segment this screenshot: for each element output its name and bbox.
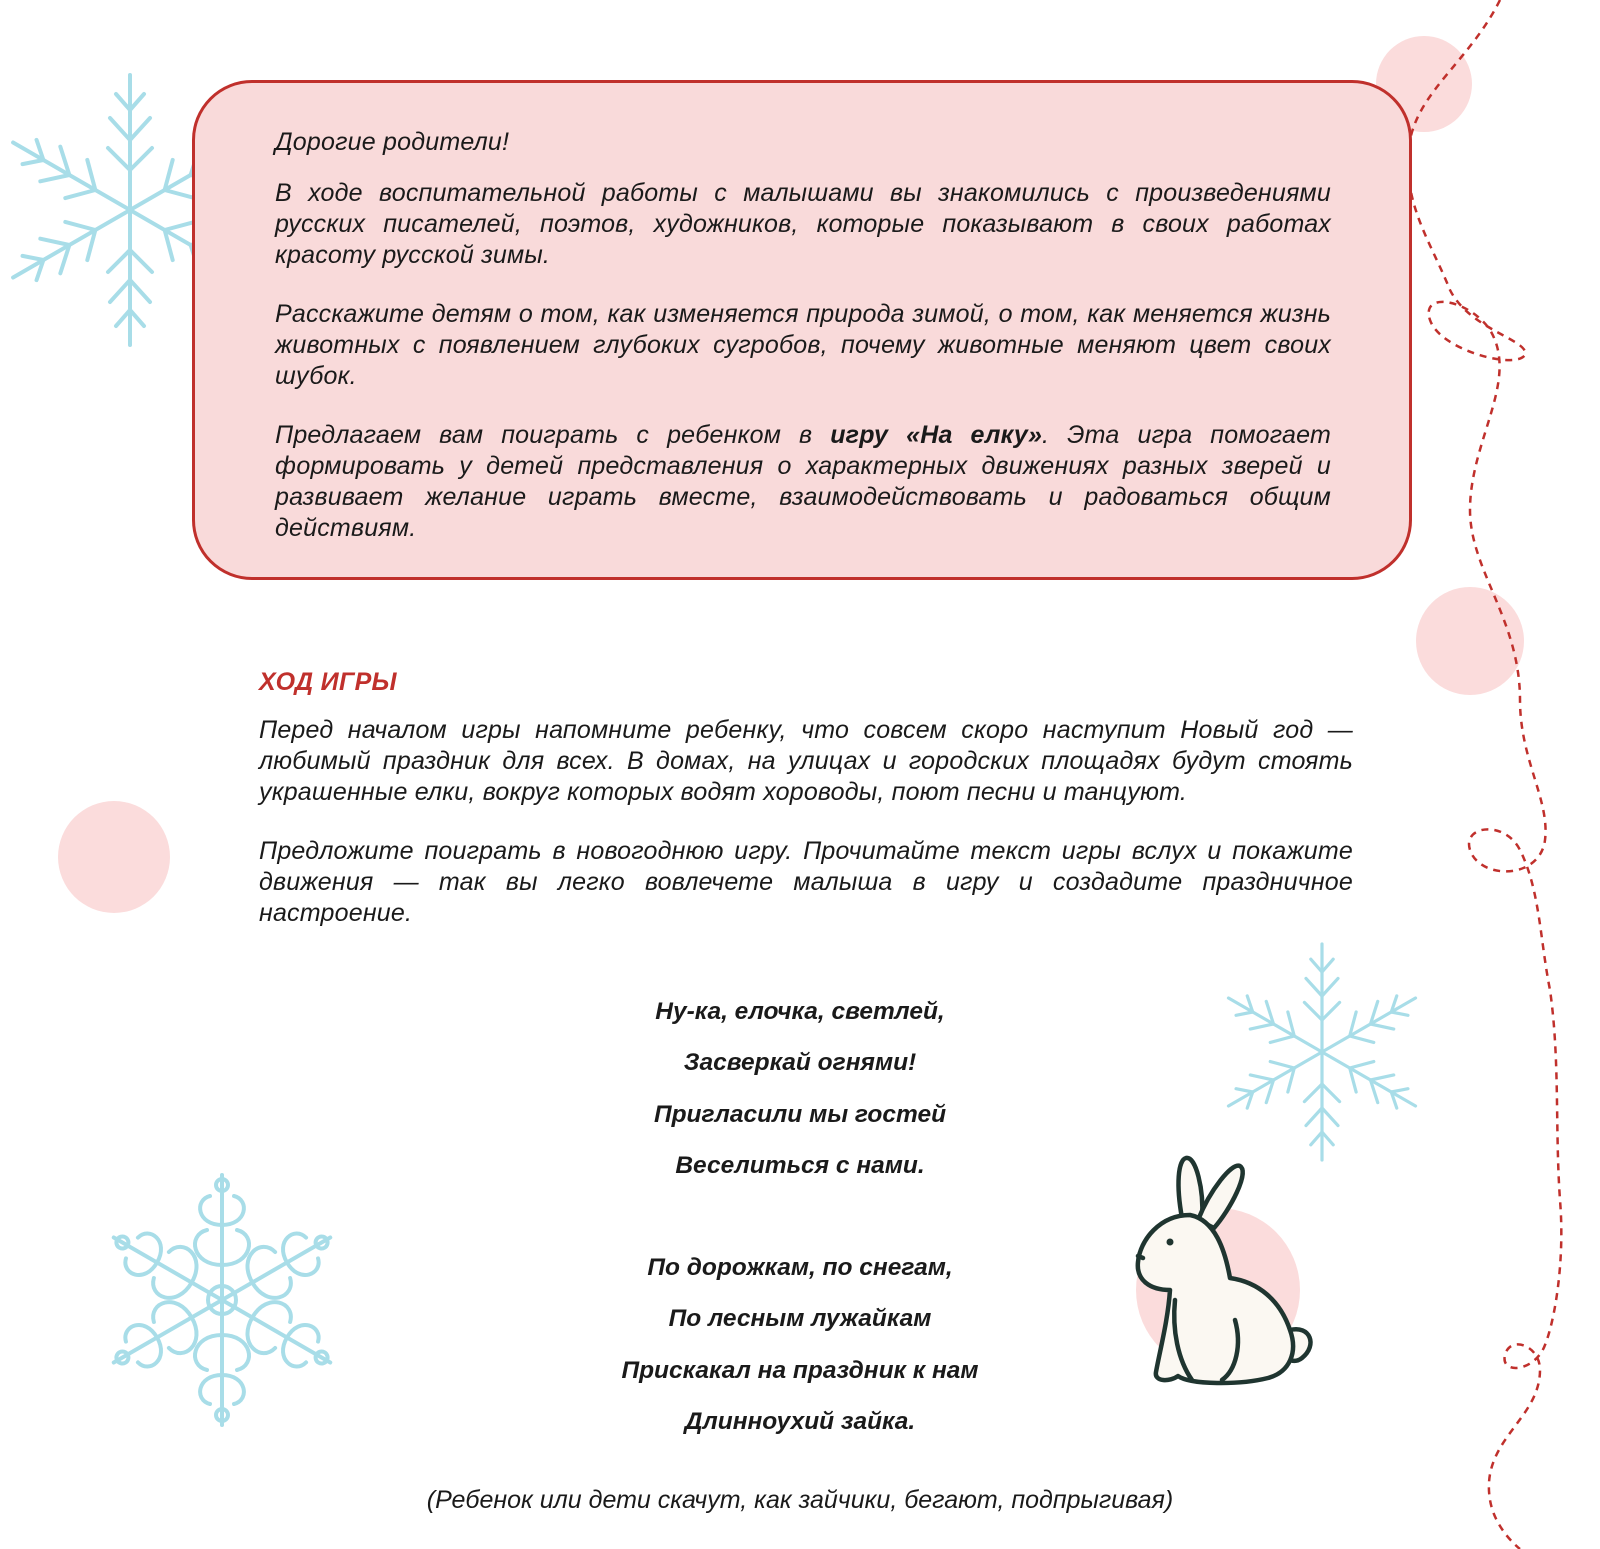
action-note: (Ребенок или дети скачут, как зайчики, бегают, подпрыгивая) bbox=[426, 1486, 1174, 1514]
intro-box bbox=[192, 80, 1412, 580]
poem-line: Веселиться с нами. bbox=[675, 1151, 925, 1179]
game-section bbox=[259, 668, 1353, 957]
intro-greeting: Дорогие родители! bbox=[275, 128, 510, 156]
poem-line: Ну-ка, елочка, светлей, bbox=[655, 998, 945, 1025]
poem-line: По дорожкам, по снегам, bbox=[647, 1254, 953, 1282]
intro-paragraph-3-start: Предлагаем вам поиграть с ребенком в bbox=[275, 421, 831, 449]
snowflake-icon bbox=[100, 1175, 344, 1425]
stanza-gap bbox=[500, 1203, 1100, 1254]
pink-dot-mid-right bbox=[1416, 587, 1524, 695]
poem bbox=[500, 998, 1100, 1459]
game-paragraph-2: Предложите поиграть в новогоднюю игру. Прочитайте текст игры вслух и покажите движения — так вы легко вовлечете малыша в игру и создадите праздничное настроение. bbox=[259, 837, 1353, 927]
poem-line: По лесным лужайкам bbox=[668, 1305, 932, 1333]
poem-line: Прискакал на праздник к нам bbox=[621, 1356, 979, 1384]
game-name: игру «На елку» bbox=[830, 421, 1043, 449]
intro-paragraph-2: Расскажите детям о том, как изменяется природа зимой, о том, как меняется жизнь животных с появлением глубоких сугробов, почему животные меняют цвет своих шубок. bbox=[275, 300, 1331, 390]
intro-paragraph-3-end: . Эта игра помогает формировать у детей представления о характерных движениях разных зверей и развивает желание играть вместе, взаимодействовать и радоваться общим действиям. bbox=[275, 421, 1331, 542]
poem-line: Засверкай огнями! bbox=[683, 1049, 917, 1077]
game-paragraph-1: Перед началом игры напомните ребенку, что совсем скоро наступит Новый год — любимый праздник для всех. В домах, на улицах и городских площадях будут стоять украшенные елки, вокруг которых водят хороводы, поют песни и танцуют. bbox=[259, 716, 1353, 806]
intro-paragraph-1: В ходе воспитательной работы с малышами вы знакомились с произведениями русских писателей, поэтов, художников, которые показывают в своих работах красоту русской зимы. bbox=[275, 179, 1331, 269]
snowflake-icon bbox=[1220, 944, 1425, 1160]
game-heading: ХОД ИГРЫ bbox=[259, 668, 397, 696]
dashed-garland bbox=[1408, 0, 1561, 1549]
poem-line: Длинноухий зайка. bbox=[684, 1408, 916, 1436]
intro-paragraph-3 bbox=[275, 420, 1331, 544]
pink-dot-left bbox=[58, 801, 170, 913]
poem-line: Пригласили мы гостей bbox=[653, 1100, 947, 1128]
